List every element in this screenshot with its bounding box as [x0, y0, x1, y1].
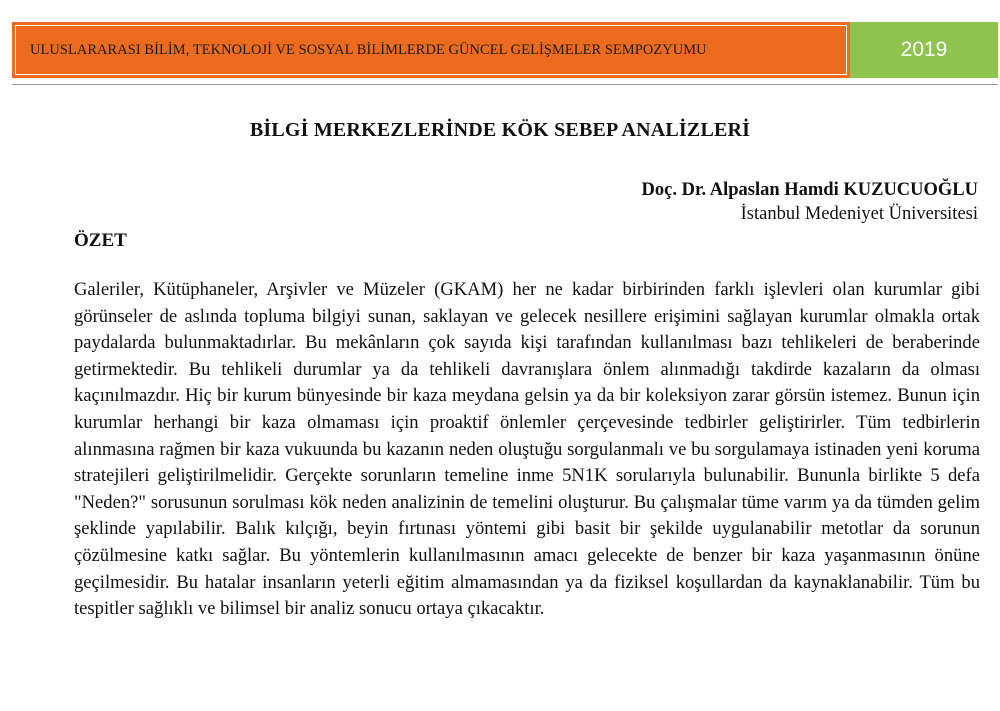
abstract-body: Galeriler, Kütüphaneler, Arşivler ve Müzeler (GKAM) her ne kadar birbirinden farklı işlevleri olan kurumlar gibi görünseler de aslında topluma bilgiyi sunan, saklayan ve gelecek nesillere erişimini sağlayan kurumlar olmakla ortak paydalarda bulunmaktadırlar. Bu mekânların çok sayıda kişi tarafından kullanılması bazı tehlikeleri de beraberinde getirmektedir. Bu tehlikeli durumlar ya da tehlikeli davranışlara önlem alınmadığı takdirde kazaların da olması kaçınılmazdır. Hiç bir kurum bünyesinde bir kaza meydana gelsin ya da bir koleksiyon zarar görsün istemez. Bunun için kurumlar herhangi bir kaza olmaması için proaktif önlemler çerçevesinde tedbirler geliştirirler. Tüm tedbirlerin alınmasına rağmen bir kaza vukuunda bu kazanın neden oluştuğu sorgulanmalı ve bu sorgulamaya istinaden yeni koruma stratejileri geliştirilmelidir. Gerçekte sorunların temeline inme 5N1K sorularıyla bulunabilir. Bununla birlikte 5 defa "Neden?" sorusunun sorulması kök neden analizinin de temelini oluşturur. Bu çalışmalar tüme varım ya da tümden gelim şeklinde yapılabilir. Balık kılçığı, beyin fırtınası yöntemi gibi basit bir şekilde uygulanabilir metotlar da sorunun çözülmesine katkı sağlar. Bu yöntemlerin kullanılmasının amacı gelecekte de benzer bir kaza yaşanmasının önüne geçilmesidir. Bu hatalar insanların yeterli eğitim almamasından ya da fiziksel koşullardan da kaynaklanabilir. Tüm bu tespitler sağlıklı ve bilimsel bir analiz sonucu ortaya çıkacaktır.: [74, 279, 980, 620]
author-block: [642, 178, 978, 226]
abstract-heading: ÖZET: [74, 230, 127, 251]
conference-title-box: [12, 22, 850, 78]
conference-year: 2019: [850, 22, 998, 78]
conference-header: [12, 22, 998, 78]
paper-title: BİLGİ MERKEZLERİNDE KÖK SEBEP ANALİZLERİ: [249, 119, 751, 141]
author-name: Doç. Dr. Alpaslan Hamdi KUZUCUOĞLU: [641, 180, 978, 200]
header-divider: [12, 84, 998, 85]
author-affiliation: İstanbul Medeniyet Üniversitesi: [740, 204, 978, 224]
conference-title: ULUSLARARASI BİLİM, TEKNOLOJİ VE SOSYAL BİLİMLERDE GÜNCEL GELİŞMELER SEMPOZYUMU: [15, 25, 847, 75]
